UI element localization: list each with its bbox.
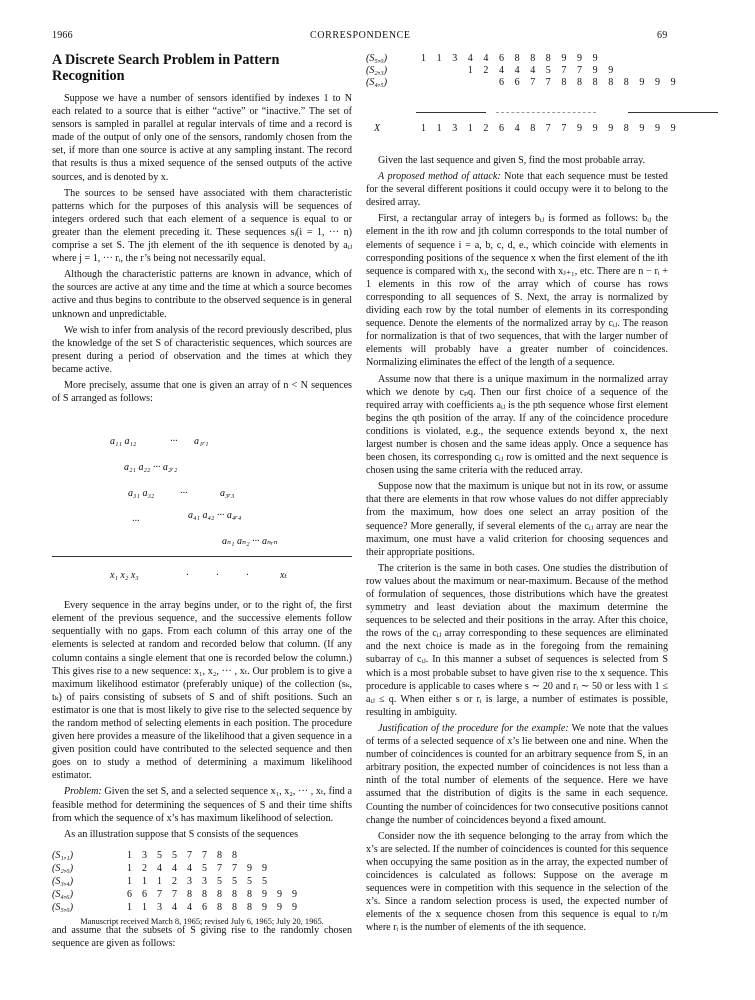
paragraph: Although the characteristic patterns are known in advance, which of the sources are active at any time and the time at which a source becomes active and thus begins to contribute to the observed sequence is in general unknown and unpredictable. [52,269,352,320]
sequence-value: 7 [202,849,207,861]
subset-value: 1 [467,65,473,76]
subset-label: (S₂,₃) [366,65,388,76]
subset-row [366,52,666,64]
run-in-heading: Justification of the procedure for the example: [378,722,569,734]
sequence-value: 7 [232,862,237,874]
array-term: a₂₁ a₂₂ ··· a₂ᵣ₂ [124,462,178,474]
sequence-value: 8 [217,889,222,901]
array-term: aₙ₁ aₙ₂ ··· aₙᵣₙ [222,536,278,548]
sequence-value: 6 [127,889,132,901]
sequence-value: 8 [232,889,237,901]
subset-value: 9 [577,53,582,64]
sequence-array-diagram [52,419,352,591]
sequence-row [52,862,302,875]
sequence-value: 1 [127,849,132,861]
subset-value: 4 [514,65,520,76]
sequence-value: 7 [187,849,192,861]
column-rule [628,112,718,113]
sequence-value: 4 [187,902,192,914]
paragraph: Every sequence in the array begins under, or to the right of, the first element of the previous sequence, and the successive elements follow sequentially with no gaps. From each column of this array one of the elements is selected at random and recorded below that column. (If any column contains a single element that one is recorded below the column.) This gives rise to a new sequence: x₁, x₂, ··· , xₜ. Our problem is to give a maximum likelihood estimator (preferably unique) of the collection (sₖ, tₖ) of pairs consisting of subsets of S and of shift positions. Such an estimator is one that is most likely to give rise to the selected sequence by the random method of selecting elements in each position. The procedure given here provides a measure of the likelihood that a given sequence in a given position could have contributed to the selected sequence and then goes on to study a method of determining a maximum likelihood estimator. [52,600,352,782]
subset-value: 8 [592,77,598,88]
sequence-value: 5 [232,876,237,888]
paragraph: The sources to be sensed have associated with them characteristic patterns which for the purposes of this analysis will be sequences of integers ordered such that each element of a sequence is equal to or greater than the element preceding it. These sequences sᵢ(i = 1, ··· n) comprise a set S. The jth element of the ith sequence is denoted by aᵢⱼ where j = 1, ··· rᵢ, the r’s being not necessarily equal. [52,187,352,265]
sequence-value: 5 [202,862,207,874]
run-in-heading: Problem: [64,786,102,798]
array-term: a₁ᵣ₁ [194,436,209,448]
array-term: a₄₁ a₄₂ ··· a₄ᵣ₄ [188,510,242,522]
x-value: 9 [655,123,660,134]
subset-label: (S₅,₀) [366,53,388,64]
sequence-label: (S₅,₀) [52,902,74,914]
paragraph: Given the last sequence and given S, find the most probable array. [378,155,646,166]
sequence-row [52,849,302,862]
paragraph: More precisely, assume that one is given an array of n < N sequences of S arranged as follows: [52,379,352,405]
paragraph: Consider now the ith sequence belonging to the array from which the x’s are selected. If the number of coincidences is counted for this sequence when occupying the same position as in the array, the expected number of coincidences is calculated as follows: Suppose on the average m sequences were in competition with this sequence in the selection of the x’s. Since a random selection process is used, the expected number of elements of the x sequence chosen from this sequence is equal to rᵢ/m where rᵢ is the number of elements of the ith sequence. [366,830,668,934]
sequence-value: 1 [127,862,132,874]
sequence-value: 9 [262,862,267,874]
manuscript-note: Manuscript received March 8, 1965; revised July 6, 1965; July 20, 1965. [80,917,324,926]
sequence-value [287,875,302,888]
sequence-value: 3 [142,849,147,861]
subset-value: 4 [483,53,489,64]
sequence-table [52,849,302,914]
page-header-section: CORRESPONDENCE [310,30,411,41]
sequence-value [272,862,287,875]
sequence-value: 5 [172,849,177,861]
sequence-value: 8 [202,889,207,901]
run-in-heading: A proposed method of attack: [378,171,501,183]
sequence-label: (S₂,₀) [52,862,74,874]
x-value: 3 [452,123,458,134]
paragraph: Assume now that there is a unique maximum in the normalized array which we denote by cₚq. Then our first choice of a sequence of the required array with coefficients aᵢⱼ is the pth sequence whose first element begins the qth position of the array. If any of the coincidence procedure conditions is violated, e.g., the sequence extends beyond x, the next largest number is chosen and the same ideas apply. Once a sequence has been chosen, its corresponding cᵢⱼ row is omitted and the next sequence is chosen using the same criteria with the reduced array. [366,373,668,477]
sequence-value: 1 [127,902,132,914]
subset-value: 8 [577,77,582,88]
subset-value: 4 [499,65,504,76]
subset-value: 9 [639,77,645,88]
sequence-value: 4 [187,862,192,874]
subset-value: 6 [499,77,504,88]
sequence-row [52,875,302,888]
subset-value: 1 [436,53,442,64]
subset-value: 7 [530,77,536,88]
subset-value: 7 [561,65,567,76]
sequence-value: 8 [217,902,222,914]
sequence-value: 9 [277,902,282,914]
x-value: 7 [545,123,551,134]
right-column [366,52,676,937]
column-rule [416,112,486,113]
subset-value: 8 [514,53,520,64]
sequence-value: 9 [247,862,252,874]
sequence-value: 2 [172,876,177,888]
sequence-value: 3 [202,876,207,888]
page-header-year: 1966 [52,30,73,41]
sequence-value: 5 [262,876,267,888]
subset-value: 8 [545,53,551,64]
sequence-value [242,849,257,862]
subset-row [366,76,676,88]
x-value: 9 [608,123,614,134]
subset-value: 7 [545,77,551,88]
subset-label: (S₄,₅) [366,77,388,88]
sequence-value: 5 [247,876,252,888]
subset-value: 6 [499,53,504,64]
paragraph-text: We note that the values of terms of a selected sequence of x’s lie between one and nine. When the number of coincidences is counted for an arbitrary sequence from S, in an arbitrary position, the expected number of coincidences is not less than a ninth of the total number of elements of the sequence. Here we have assumed that the distribution of digits is the same in each sequence. Counting the number of coincidences for two consecutive positions cannot change the number of coincidences beyond a fixed amount. [366,722,669,826]
subset-value: 9 [608,65,614,76]
sequence-value: 1 [142,876,147,888]
paragraph [52,785,352,824]
sequence-value: 4 [172,902,177,914]
sequence-value: 6 [202,902,207,914]
subset-value: 9 [670,77,676,88]
subset-value: 9 [592,53,598,64]
sequence-label: (S₁,₁) [52,849,74,861]
array-ellipsis: ··· [132,516,140,528]
paragraph: Suppose now that the maximum is unique but not in its row, or assume that there are elements in that row whose values do not differ appreciably from the maximum, how does one select an array position of the sequence? More generally, if several elements of the cᵢⱼ array are near the maximum, one must have a valid criterion for choosing sequences and their appropriate positions. [366,481,668,558]
paragraph: Suppose we have a number of sensors identified by indexes 1 to N each related to a source that is either “active” or “inactive.” The set of sensors is sampled in parallel at regular intervals of time and a record is made of the output of only one of the sensors, randomly chosen from the set, if more than one source is active at any sampling instant. The record that results is thus a mixed sequence of the sensed outputs of the active sources, and is denoted by x. [52,93,352,183]
subset-value: 5 [545,65,551,76]
subset-value: 6 [514,77,520,88]
sequence-value: 9 [277,889,282,901]
subset-value: 4 [530,65,536,76]
subset-value: 7 [577,65,582,76]
array-term: a₃₁ a₃₂ [128,488,155,500]
sequence-value: 5 [157,849,162,861]
array-term: a₁₁ a₁₂ [110,436,137,448]
paragraph: We wish to infer from analysis of the record previously described, plus the knowledge of the set S of characteristic sequences, which sources are present during a period of observation and the times at which they became active. [52,324,352,375]
subset-value: 9 [592,65,598,76]
paragraph [366,722,668,827]
sequence-value: 1 [127,876,132,888]
x-value: 9 [577,123,582,134]
subset-value: 8 [623,77,629,88]
x-dot: · [246,570,249,582]
sequence-label: (S₃,₄) [52,876,74,888]
page-number: 69 [657,30,668,41]
x-value: 1 [436,123,442,134]
sequence-value: 3 [187,876,192,888]
x-value: 1 [421,123,426,134]
sequence-value: 8 [232,902,237,914]
x-value: 8 [530,123,536,134]
paragraph: and assume that the subsets of S giving rise to the randomly chosen sequence are given as follows: [52,925,352,950]
sequence-label: (S₄,₆) [52,889,74,901]
sequence-value: 8 [247,902,252,914]
sequence-value: 4 [157,862,162,874]
sequence-row [52,901,302,914]
subset-table [366,52,676,144]
array-ellipsis: ··· [180,488,188,500]
x-value: 2 [483,123,489,134]
sequence-value [287,862,302,875]
x-dot: · [216,570,219,582]
x-sequence-terms: x₁ x₂ x₃ [110,570,139,582]
x-value: 9 [639,123,645,134]
sequence-value [287,849,302,862]
paragraph: The criterion is the same in both cases. One studies the distribution of row values about the maximum or near-maximum. Because of the method of formulation of sequences, those distributions which have the greatest symmetry and least deviation about the maximum determine the sequences to be selected and their positions in the array. After this choice, the rows of the cᵢⱼ array corresponding to these sequences are eliminated and the next choice is made as in the foregoing from the remaining subarray of cᵢⱼ. In this manner a subset of sequences is selected from S which is a most probable subset to have given rise to the x sequence. This procedure is applicable to cases where s ∼ 20 and rᵢ ∼ 50 or less with 1 ≤ aᵢⱼ ≤ q. When either s or rᵢ is large, a number of estimates is possible, resulting in ambiguity. [366,562,668,718]
article-title: A Discrete Search Problem in Pattern Recognition [52,52,280,84]
paragraph-text: Given the set S, and a selected sequence x₁, x₂, ··· , xₜ, find a feasible method for determining the sequences of S and their time shifts from which the sequence of x’s has maximum likelihood of selection. [52,786,352,824]
x-value: 9 [592,123,598,134]
sequence-value [272,849,287,862]
subset-value: 8 [561,77,567,88]
x-label: X [374,123,381,134]
sequence-value: 7 [157,889,162,901]
subset-row [366,64,666,76]
x-value: 4 [514,123,520,134]
sequence-value: 6 [142,889,147,901]
sequence-value [257,849,272,862]
sequence-value: 7 [172,889,177,901]
sequence-value: 8 [187,889,192,901]
sequence-value: 8 [247,889,252,901]
subset-value: 9 [561,53,567,64]
subset-value: 9 [655,77,660,88]
x-dot: · [186,570,189,582]
sequence-value: 9 [292,902,297,914]
sequence-value: 3 [157,902,162,914]
sequence-value: 9 [262,889,267,901]
x-value: 9 [670,123,676,134]
paragraph: First, a rectangular array of integers bᵢⱼ is formed as follows: bᵢⱼ the element in the ith row and jth column corresponds to the total number of elements of sequence i = a, b, c, d, e., which coincide with elements in corresponding positions of the sequence x when the first element of the ith sequence is compared with xⱼ, the second with xⱼ₊₁, etc. There are n − rᵢ + 1 elements in this row of the array which of course has rows corresponding to all sequences of S. Next, the array is normalized by dividing each row by the total number of elements in its corresponding sequence. Denote the elements of the normalized array by cᵢⱼ. The reason for normalization is that of two sequences, that with the larger number of elements will probably have a greater number of coincidences. Normalizing eliminates the effect of the length of a sequence. [366,213,668,369]
subset-value: 2 [483,65,489,76]
array-divider-line [52,556,352,557]
x-value: 6 [499,123,504,134]
sequence-value: 8 [217,849,222,861]
sequence-value: 7 [217,862,222,874]
sequence-value: 4 [172,862,177,874]
array-term: a₃ᵣ₃ [220,488,235,500]
x-value: 1 [467,123,473,134]
subset-value: 4 [467,53,473,64]
array-ellipsis: ··· [170,436,178,448]
x-last-term: xₜ [280,570,287,582]
paragraph: As an illustration suppose that S consists of the sequences [64,828,299,840]
sequence-value [272,875,287,888]
sequence-value: 2 [142,862,147,874]
sequence-value: 9 [292,889,297,901]
column-rule [496,112,596,113]
sequence-row [52,888,302,901]
subset-value: 3 [452,53,458,64]
paragraph [366,170,668,209]
subset-value: 8 [530,53,536,64]
sequence-value: 9 [262,902,267,914]
sequence-value: 1 [157,876,162,888]
subset-value: 1 [421,53,426,64]
sequence-value: 5 [217,876,222,888]
sequence-value: 1 [142,902,147,914]
x-value: 8 [623,123,629,134]
left-column [52,52,352,954]
sequence-value: 8 [232,849,237,861]
x-sequence-row [366,122,676,134]
subset-value: 8 [608,77,614,88]
paragraph-text: Note that each sequence must be tested for the several different positions it could occupy were it to belong to the desired array. [366,171,668,209]
x-value: 7 [561,123,567,134]
